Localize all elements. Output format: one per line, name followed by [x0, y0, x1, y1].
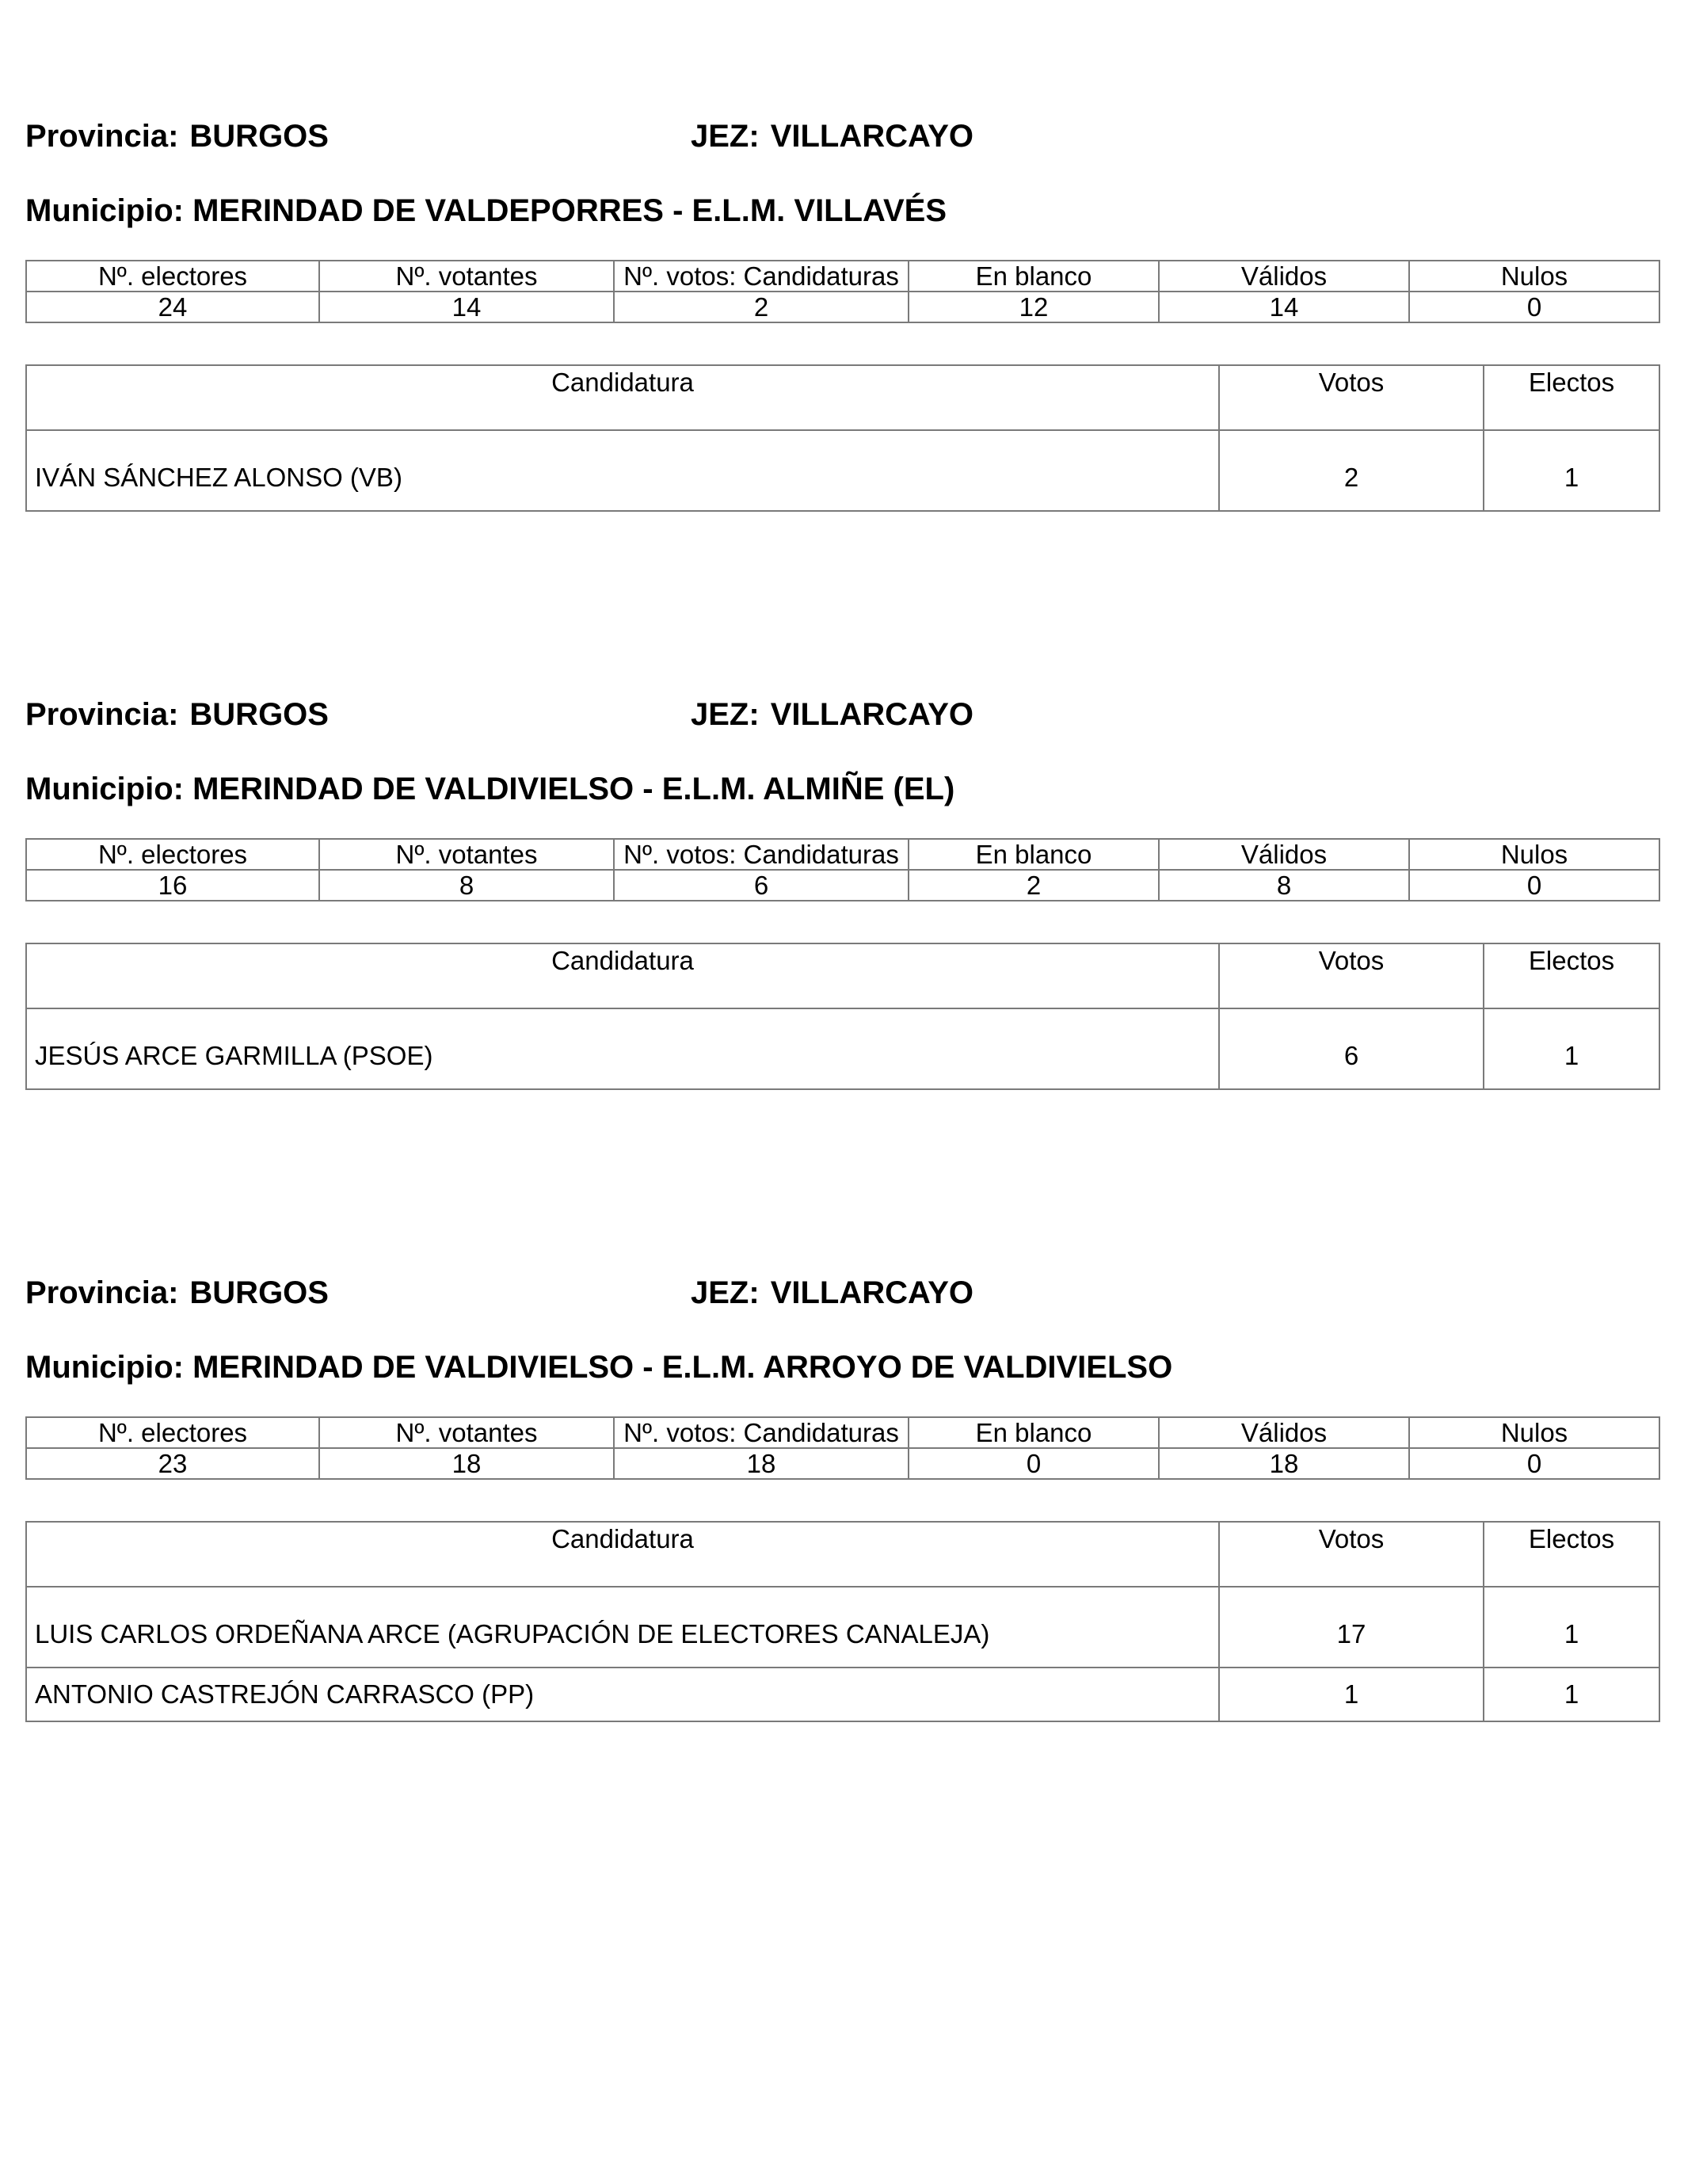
- candidate-name: ANTONIO CASTREJÓN CARRASCO (PP): [26, 1668, 1219, 1721]
- candidates-header-row: [26, 365, 1659, 430]
- jez-line: [691, 1275, 973, 1311]
- municipio-label: Municipio:: [25, 772, 184, 806]
- stats-value-row: [26, 1448, 1659, 1479]
- stats-value-en-blanco: 0: [909, 1448, 1159, 1479]
- candidatura-header: Candidatura: [26, 365, 1219, 430]
- stats-value-electores: 23: [26, 1448, 319, 1479]
- candidate-row: [26, 430, 1659, 511]
- stats-header-validos: Válidos: [1159, 261, 1409, 292]
- stats-value-validos: 8: [1159, 870, 1409, 901]
- stats-table: [25, 1416, 1660, 1480]
- votos-header: Votos: [1219, 365, 1484, 430]
- stats-header-votantes: Nº. votantes: [319, 839, 614, 870]
- stats-header-en-blanco: En blanco: [909, 1417, 1159, 1448]
- candidates-table: [25, 943, 1660, 1090]
- stats-header-votos-candidaturas: Nº. votos: Candidaturas: [614, 261, 909, 292]
- municipio-value: MERINDAD DE VALDIVIELSO - E.L.M. ARROYO DE VALDIVIELSO: [192, 1350, 1173, 1385]
- provincia-line: [25, 697, 329, 733]
- electos-header: Electos: [1484, 1522, 1659, 1587]
- stats-header-votantes: Nº. votantes: [319, 261, 614, 292]
- candidate-votos: 1: [1219, 1668, 1484, 1721]
- stats-header-nulos: Nulos: [1409, 1417, 1659, 1448]
- candidatura-header: Candidatura: [26, 943, 1219, 1008]
- stats-value-votantes: 14: [319, 292, 614, 322]
- provincia-label: Provincia:: [25, 1275, 179, 1310]
- stats-value-en-blanco: 2: [909, 870, 1159, 901]
- stats-value-validos: 14: [1159, 292, 1409, 322]
- stats-value-row: [26, 870, 1659, 901]
- municipio-label: Municipio:: [25, 1350, 184, 1385]
- stats-value-nulos: 0: [1409, 292, 1659, 322]
- jez-value: VILLARCAYO: [770, 697, 974, 732]
- jez-label: JEZ:: [691, 1275, 760, 1310]
- stats-value-votos-candidaturas: 2: [614, 292, 909, 322]
- stats-value-validos: 18: [1159, 1448, 1409, 1479]
- stats-value-votos-candidaturas: 18: [614, 1448, 909, 1479]
- stats-value-en-blanco: 12: [909, 292, 1159, 322]
- stats-header-nulos: Nulos: [1409, 261, 1659, 292]
- stats-value-electores: 24: [26, 292, 319, 322]
- provincia-value: BURGOS: [189, 1275, 329, 1310]
- candidates-table: [25, 1521, 1660, 1722]
- provincia-line: [25, 1275, 329, 1311]
- provincia-value: BURGOS: [189, 697, 329, 732]
- candidate-electos: 1: [1484, 1668, 1659, 1721]
- stats-value-votos-candidaturas: 6: [614, 870, 909, 901]
- candidate-electos: 1: [1484, 430, 1659, 511]
- stats-header-nulos: Nulos: [1409, 839, 1659, 870]
- municipio-label: Municipio:: [25, 193, 184, 228]
- votos-header: Votos: [1219, 943, 1484, 1008]
- stats-value-votantes: 8: [319, 870, 614, 901]
- candidate-row: [26, 1668, 1659, 1721]
- jez-label: JEZ:: [691, 697, 760, 732]
- electos-header: Electos: [1484, 943, 1659, 1008]
- stats-value-row: [26, 292, 1659, 322]
- provincia-line: [25, 119, 329, 154]
- candidate-electos: 1: [1484, 1008, 1659, 1089]
- electos-header: Electos: [1484, 365, 1659, 430]
- candidate-row: [26, 1008, 1659, 1089]
- stats-header-en-blanco: En blanco: [909, 261, 1159, 292]
- candidate-votos: 2: [1219, 430, 1484, 511]
- provincia-label: Provincia:: [25, 119, 179, 154]
- stats-header-electores: Nº. electores: [26, 839, 319, 870]
- municipio-line: [25, 772, 954, 807]
- stats-header-votos-candidaturas: Nº. votos: Candidaturas: [614, 839, 909, 870]
- jez-value: VILLARCAYO: [770, 1275, 974, 1310]
- stats-header-electores: Nº. electores: [26, 261, 319, 292]
- stats-header-en-blanco: En blanco: [909, 839, 1159, 870]
- jez-line: [691, 697, 973, 733]
- jez-label: JEZ:: [691, 119, 760, 154]
- candidates-header-row: [26, 943, 1659, 1008]
- stats-header-row: [26, 1417, 1659, 1448]
- candidates-table: [25, 364, 1660, 512]
- stats-header-row: [26, 839, 1659, 870]
- stats-value-votantes: 18: [319, 1448, 614, 1479]
- municipio-value: MERINDAD DE VALDEPORRES - E.L.M. VILLAVÉS: [192, 193, 947, 228]
- stats-value-electores: 16: [26, 870, 319, 901]
- candidate-name: IVÁN SÁNCHEZ ALONSO (VB): [26, 430, 1219, 511]
- municipio-value: MERINDAD DE VALDIVIELSO - E.L.M. ALMIÑE (EL): [192, 772, 955, 806]
- stats-header-votos-candidaturas: Nº. votos: Candidaturas: [614, 1417, 909, 1448]
- municipio-line: [25, 193, 947, 229]
- municipio-line: [25, 1350, 1172, 1385]
- stats-value-nulos: 0: [1409, 870, 1659, 901]
- stats-table: [25, 838, 1660, 901]
- candidatura-header: Candidatura: [26, 1522, 1219, 1587]
- candidate-row: [26, 1587, 1659, 1668]
- provincia-value: BURGOS: [189, 119, 329, 154]
- provincia-label: Provincia:: [25, 697, 179, 732]
- candidates-header-row: [26, 1522, 1659, 1587]
- stats-header-votantes: Nº. votantes: [319, 1417, 614, 1448]
- jez-value: VILLARCAYO: [770, 119, 974, 154]
- jez-line: [691, 119, 973, 154]
- stats-header-validos: Válidos: [1159, 1417, 1409, 1448]
- candidate-electos: 1: [1484, 1587, 1659, 1668]
- stats-header-validos: Válidos: [1159, 839, 1409, 870]
- stats-value-nulos: 0: [1409, 1448, 1659, 1479]
- stats-header-electores: Nº. electores: [26, 1417, 319, 1448]
- candidate-votos: 17: [1219, 1587, 1484, 1668]
- candidate-votos: 6: [1219, 1008, 1484, 1089]
- stats-table: [25, 260, 1660, 323]
- votos-header: Votos: [1219, 1522, 1484, 1587]
- candidate-name: JESÚS ARCE GARMILLA (PSOE): [26, 1008, 1219, 1089]
- candidate-name: LUIS CARLOS ORDEÑANA ARCE (AGRUPACIÓN DE ELECTORES CANALEJA): [26, 1587, 1219, 1668]
- stats-header-row: [26, 261, 1659, 292]
